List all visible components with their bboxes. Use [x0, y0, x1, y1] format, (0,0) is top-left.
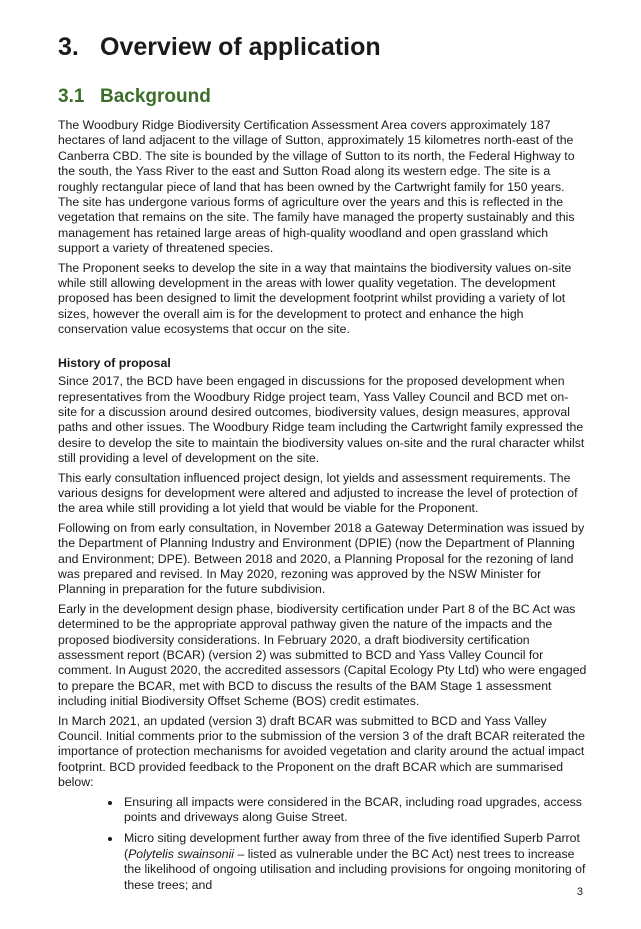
history-paragraph: Since 2017, the BCD have been engaged in discussions for the proposed development when representatives from the Woodbury Ridge project team, Yass Valley Council and BCD met on-site for a discussion around desired outcomes, biodiversity values, design measures, approval paths and other issues. The Woodbury Ridge team including the Cartwright family expressed the desire to develop the site to maintain the biodiversity values on-site and the rural character whilst still providing a level of development on the site.	[58, 374, 585, 466]
species-name: Polytelis swainsonii	[128, 846, 235, 861]
section-title: Overview of application	[100, 33, 381, 61]
history-paragraph: Early in the development design phase, biodiversity certification under Part 8 of the BC Act was determined to be the appropriate approval pathway given the nature of the impacts and the proposed biodiversity considerations. In February 2020, a draft biodiversity certification assessment report (BCAR) (version 2) was submitted to BCD and Yass Valley Council for comment. In August 2020, the accredited assessors (Capital Ecology Pty Ltd) who were engaged to prepare the BCAR, met with BCD to discuss the results of the BAM Stage 1 assessment including initial Biodiversity Offset Scheme (BOS) credit estimates.	[58, 601, 587, 709]
history-paragraph: Following on from early consultation, in November 2018 a Gateway Determination was issued by the Department of Planning Industry and Environment (DPIE) (now the Department of Planning and Environment; DPE). Between 2018 and 2020, a Planning Proposal for the rezoning of land was prepared and revised. In May 2020, rezoning was approved by the NSW Minister for Planning in preparation for the future subdivision.	[58, 520, 585, 597]
list-item	[122, 795, 587, 826]
list-item-text: – listed as vulnerable under the BC Act) nest trees to increase the likelihood of ongoing utilisation and including provisions for ongoing monitoring of these trees; and	[124, 846, 586, 892]
list-item-text: Micro siting development further away from three of the five identified Superb Parrot (	[124, 831, 580, 861]
subsection-heading	[58, 84, 587, 110]
section-number: 3.	[58, 33, 79, 61]
feedback-list	[58, 795, 587, 893]
history-paragraph: In March 2021, an updated (version 3) draft BCAR was submitted to BCD and Yass Valley Council. Initial comments prior to the submission of the version 3 of the draft BCAR reiterated the importance of protection mechanisms for avoided vegetation and clarity around the actual impact footprint. BCD provided feedback to the Proponent on the draft BCAR which are summarised below:	[58, 713, 585, 790]
list-item	[122, 831, 587, 893]
background-paragraph: The Proponent seeks to develop the site in a way that maintains the biodiversity values on-site while still allowing development in the areas with lower quality vegetation. The development proposed has been designed to limit the development footprint whilst providing a variety of lot sizes, however the overall aim is for the development to protect and enhance the high conservation value ecosystems that occur on the site.	[58, 260, 572, 337]
document-page	[58, 30, 587, 899]
section-heading	[58, 30, 587, 64]
page-number: 3	[576, 886, 583, 898]
subsection-title: Background	[100, 86, 211, 107]
history-paragraph: This early consultation influenced project design, lot yields and assessment requirements. The various designs for development were altered and adjusted to increase the level of protection of the area while still providing a lot yield that would be viable for the Proponent.	[58, 470, 578, 516]
history-heading: History of proposal	[58, 355, 171, 370]
background-paragraph: The Woodbury Ridge Biodiversity Certification Assessment Area covers approximately 187 hectares of land adjacent to the village of Sutton, approximately 15 kilometres north-east of the Canberra CBD. The site is bounded by the village of Sutton to its north, the Federal Highway to the south, the Yass River to the east and Sutton Road along its western edge. The site is a roughly rectangular piece of land that has been owned by the Cartwright family for 150 years. The site has undergone various forms of agriculture over the years and this is reflected in the vegetation that remains on the site. The family have managed the property sustainably and this management has retained large areas of high-quality woodland and open grassland which support a variety of threatened species.	[58, 118, 575, 256]
list-item-text: Ensuring all impacts were considered in the BCAR, including road upgrades, access points and driveways along Guise Street.	[124, 794, 582, 825]
subsection-number: 3.1	[58, 86, 85, 107]
